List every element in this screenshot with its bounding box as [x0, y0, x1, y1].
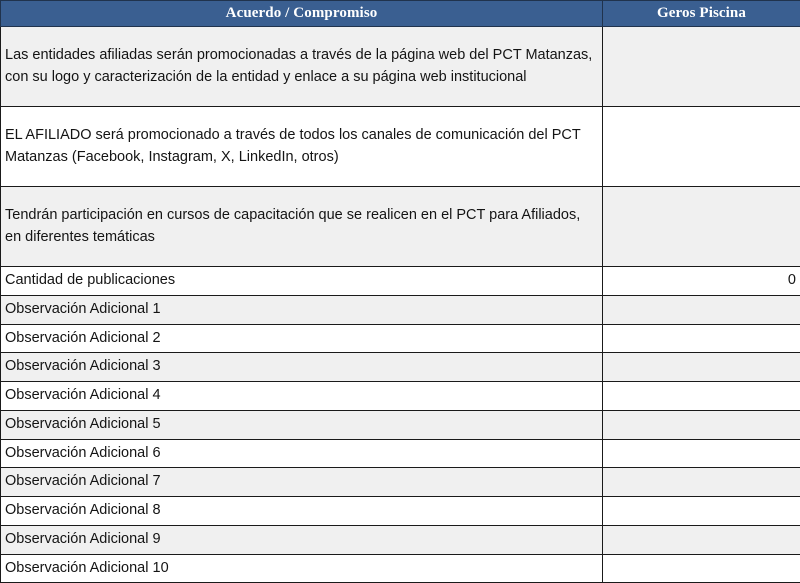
cell-entity-value[interactable]	[603, 468, 800, 497]
cell-entity-value[interactable]	[603, 353, 800, 382]
table-header-row	[1, 1, 800, 27]
cell-entity-value[interactable]	[603, 27, 800, 107]
cell-agreement[interactable]: EL AFILIADO será promocionado a través de todos los canales de comunicación del PCT Matanzas (Facebook, Instagram, X, LinkedIn, otros)	[1, 107, 603, 187]
cell-agreement[interactable]: Observación Adicional 10	[1, 554, 603, 583]
table-row	[1, 267, 800, 296]
table-row	[1, 187, 800, 267]
cell-entity-value[interactable]	[603, 525, 800, 554]
cell-agreement[interactable]: Observación Adicional 3	[1, 353, 603, 382]
table-row	[1, 468, 800, 497]
table-row	[1, 554, 800, 583]
cell-agreement[interactable]: Observación Adicional 8	[1, 497, 603, 526]
table-row	[1, 410, 800, 439]
cell-entity-value[interactable]	[603, 187, 800, 267]
column-header-entity[interactable]: Geros Piscina	[603, 1, 800, 27]
table-row	[1, 525, 800, 554]
cell-entity-value[interactable]	[603, 439, 800, 468]
table-row	[1, 324, 800, 353]
cell-entity-value[interactable]	[603, 382, 800, 411]
cell-agreement[interactable]: Observación Adicional 5	[1, 410, 603, 439]
table-row	[1, 27, 800, 107]
cell-entity-value[interactable]: 0	[603, 267, 800, 296]
table-body	[1, 27, 800, 583]
cell-agreement[interactable]: Tendrán participación en cursos de capacitación que se realicen en el PCT para Afiliados, en diferentes temáticas	[1, 187, 603, 267]
cell-entity-value[interactable]	[603, 410, 800, 439]
table-row	[1, 295, 800, 324]
table-row	[1, 439, 800, 468]
table-row	[1, 107, 800, 187]
cell-agreement[interactable]: Cantidad de publicaciones	[1, 267, 603, 296]
cell-agreement[interactable]: Observación Adicional 4	[1, 382, 603, 411]
table-row	[1, 382, 800, 411]
table-row	[1, 497, 800, 526]
table-header	[1, 1, 800, 27]
cell-agreement[interactable]: Observación Adicional 6	[1, 439, 603, 468]
table-row	[1, 353, 800, 382]
cell-agreement[interactable]: Observación Adicional 7	[1, 468, 603, 497]
cell-agreement[interactable]: Observación Adicional 9	[1, 525, 603, 554]
cell-entity-value[interactable]	[603, 497, 800, 526]
cell-entity-value[interactable]	[603, 107, 800, 187]
cell-entity-value[interactable]	[603, 324, 800, 353]
cell-agreement[interactable]: Observación Adicional 1	[1, 295, 603, 324]
cell-entity-value[interactable]	[603, 295, 800, 324]
cell-entity-value[interactable]	[603, 554, 800, 583]
cell-agreement[interactable]: Observación Adicional 2	[1, 324, 603, 353]
column-header-agreement[interactable]: Acuerdo / Compromiso	[1, 1, 603, 27]
cell-agreement[interactable]: Las entidades afiliadas serán promocionadas a través de la página web del PCT Matanzas, con su logo y caracterización de la entidad y enlace a su página web institucional	[1, 27, 603, 107]
